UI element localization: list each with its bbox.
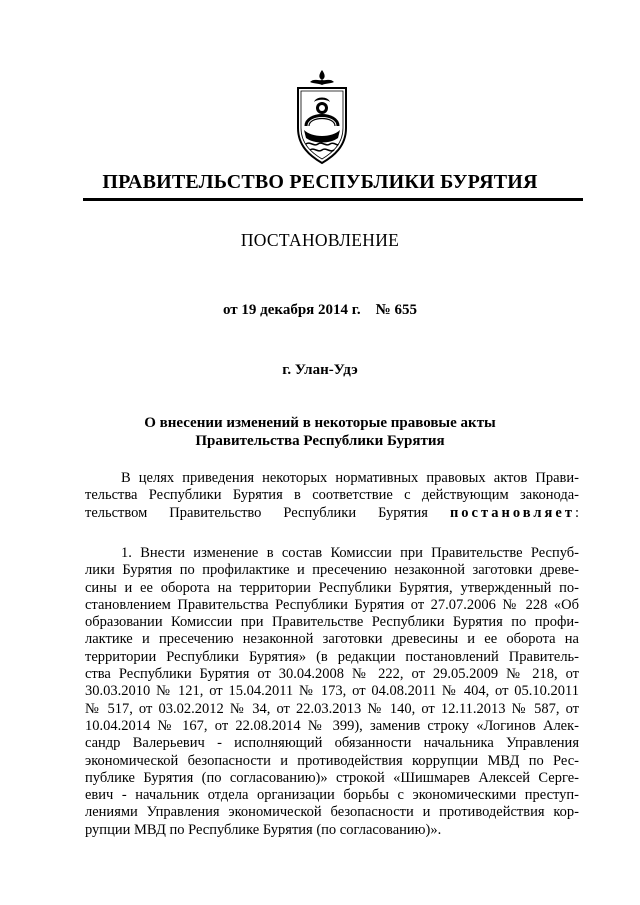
item-1-line: лактике и пресечению незаконной заготовки древесины и ее оборота на bbox=[85, 631, 579, 648]
item-1-line: лики Бурятия по профилактике и пресечению незаконной заготовки древе- bbox=[85, 562, 579, 579]
item-1-line: ства Республики Бурятия от 30.04.2008 № 222, от 29.05.2009 № 218, от bbox=[85, 666, 579, 683]
preamble-last-line bbox=[85, 505, 579, 522]
item-1-line: евич - начальник отдела организации борьбы с экономическими преступ- bbox=[85, 787, 579, 804]
item-1-line: образовании Комиссии при Правительстве Республики Бурятия по профи- bbox=[85, 614, 579, 631]
preamble-line: В целях приведения некоторых нормативных правовых актов Прави- bbox=[121, 470, 579, 486]
coat-of-arms-icon bbox=[292, 68, 352, 166]
decree-city: г. Улан-Удэ bbox=[282, 362, 358, 378]
document-type: ПОСТАНОВЛЕНИЕ bbox=[240, 230, 400, 250]
subject-line-2: Правительства Республики Бурятия bbox=[195, 433, 445, 449]
preamble-last-suffix: : bbox=[574, 504, 579, 521]
item-1-line: экономической безопасности и противодействия коррупции МВД по Рес- bbox=[85, 752, 579, 769]
item-1-paragraph bbox=[85, 545, 579, 839]
item-1-line: публике Бурятия (по согласованию)» строкой «Шишмарев Алексей Серге- bbox=[85, 769, 579, 786]
item-1-line: 30.03.2010 № 121, от 15.04.2011 № 173, от 04.08.2011 № 404, от 05.10.2011 bbox=[85, 683, 579, 700]
item-1-line: 1. Внести изменение в состав Комиссии при Правительстве Респуб- bbox=[121, 545, 579, 561]
decree-subject bbox=[60, 414, 580, 450]
preamble-last-prefix: тельством Правительство Республики Бурятия bbox=[85, 504, 428, 521]
item-1-line: территории Республики Бурятия» (в редакции постановлений Правитель- bbox=[85, 648, 579, 665]
preamble-line: тельства Республики Бурятия в соответствие с действующим законода- bbox=[85, 487, 579, 504]
item-1-line: сандр Валерьевич - исполняющий обязанности начальника Управления bbox=[85, 735, 579, 752]
header-divider bbox=[83, 198, 583, 201]
item-1-line: сины и ее оборота на территории Республики Бурятия, утвержденный по- bbox=[85, 579, 579, 596]
decree-keyword: постановляет bbox=[449, 504, 575, 521]
government-title: ПРАВИТЕЛЬСТВО РЕСПУБЛИКИ БУРЯТИЯ bbox=[102, 171, 538, 193]
item-1-line: становлением Правительства Республики Бурятия от 27.07.2006 № 228 «Об bbox=[85, 596, 579, 613]
item-1-line: 10.04.2014 № 167, от 22.08.2014 № 399), заменив строку «Логинов Алек- bbox=[85, 717, 579, 734]
item-1-line: лениями Управления экономической безопасности и противодействия кор- bbox=[85, 804, 579, 821]
item-1-last-line: рупции МВД по Республике Бурятия (по согласованию)». bbox=[85, 821, 442, 838]
preamble-paragraph bbox=[85, 470, 579, 522]
item-1-line: № 517, от 03.02.2012 № 34, от 22.03.2013 № 140, от 12.11.2013 № 587, от bbox=[85, 700, 579, 717]
subject-line-1: О внесении изменений в некоторые правовые акты bbox=[144, 415, 496, 431]
decree-date-number: от 19 декабря 2014 г. № 655 bbox=[223, 302, 417, 318]
